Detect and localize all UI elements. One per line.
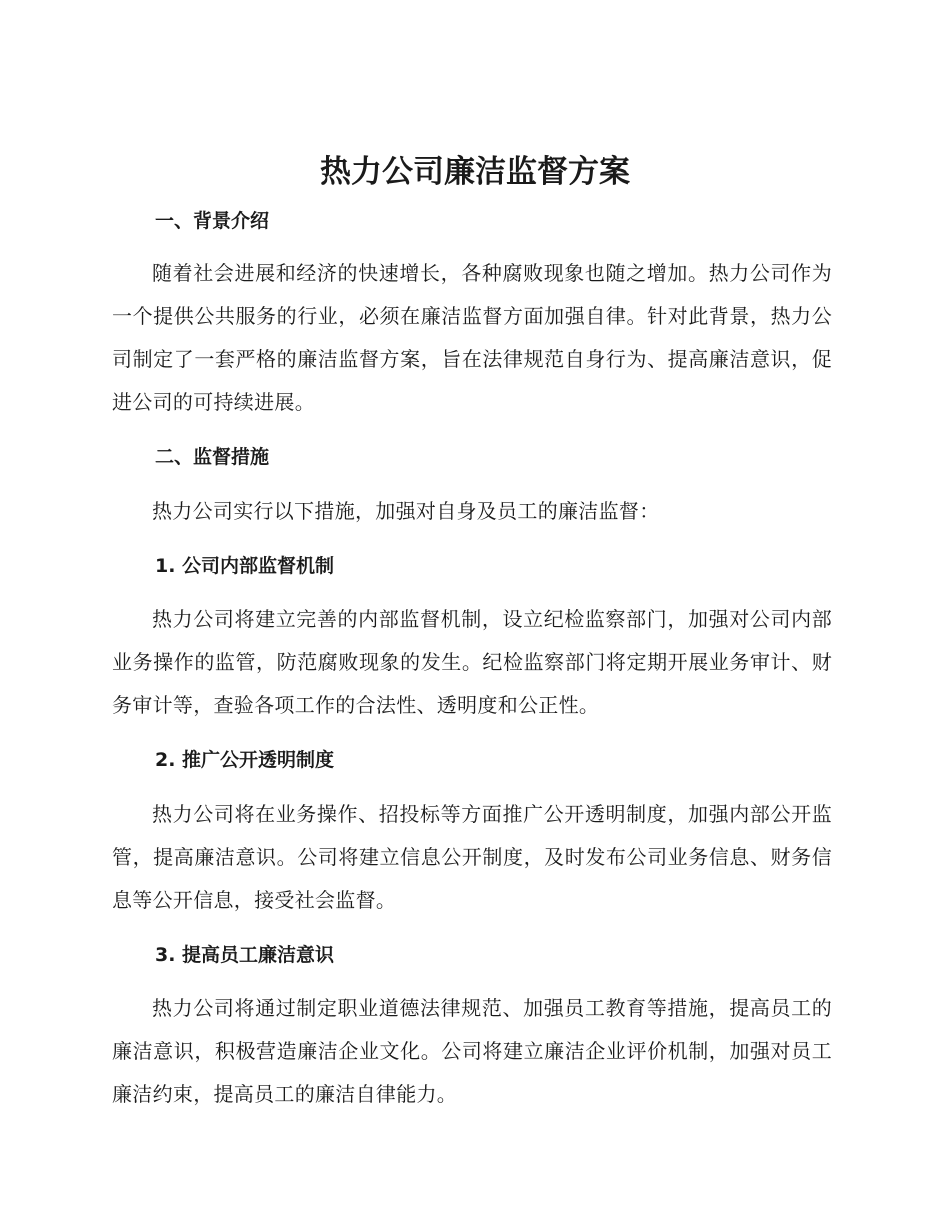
measure-paragraph-3: 热力公司将通过制定职业道德法律规范、加强员工教育等措施，提高员工的廉洁意识，积极营造廉洁企业文化。公司将建立廉洁企业评价机制，加强对员工廉洁约束，提高员工的廉洁自律能力。 bbox=[112, 996, 832, 1106]
measure-heading-2: 2. 推广公开透明制度 bbox=[155, 749, 335, 771]
document-title: 热力公司廉洁监督方案 bbox=[320, 154, 630, 190]
measure-heading-1: 1. 公司内部监督机制 bbox=[155, 555, 335, 577]
measures-intro-paragraph: 热力公司实行以下措施，加强对自身及员工的廉洁监督： bbox=[152, 499, 660, 523]
measure-heading-3: 3. 提高员工廉洁意识 bbox=[155, 944, 335, 966]
measure-paragraph-2: 热力公司将在业务操作、招投标等方面推广公开透明制度，加强内部公开监管，提高廉洁意识。公司将建立信息公开制度，及时发布公司业务信息、财务信息等公开信息，接受社会监督。 bbox=[112, 802, 832, 912]
section-heading-background: 一、背景介绍 bbox=[155, 210, 270, 232]
measure-paragraph-1: 热力公司将建立完善的内部监督机制，设立纪检监察部门，加强对公司内部业务操作的监管，防范腐败现象的发生。纪检监察部门将定期开展业务审计、财务审计等，查验各项工作的合法性、透明度和公正性。 bbox=[112, 607, 832, 717]
section-paragraph-background: 随着社会进展和经济的快速增长，各种腐败现象也随之增加。热力公司作为一个提供公共服务的行业，必须在廉洁监督方面加强自律。针对此背景，热力公司制定了一套严格的廉洁监督方案，旨在法律规范自身行为、提高廉洁意识，促进公司的可持续进展。 bbox=[112, 261, 832, 414]
section-heading-measures: 二、监督措施 bbox=[155, 446, 270, 468]
